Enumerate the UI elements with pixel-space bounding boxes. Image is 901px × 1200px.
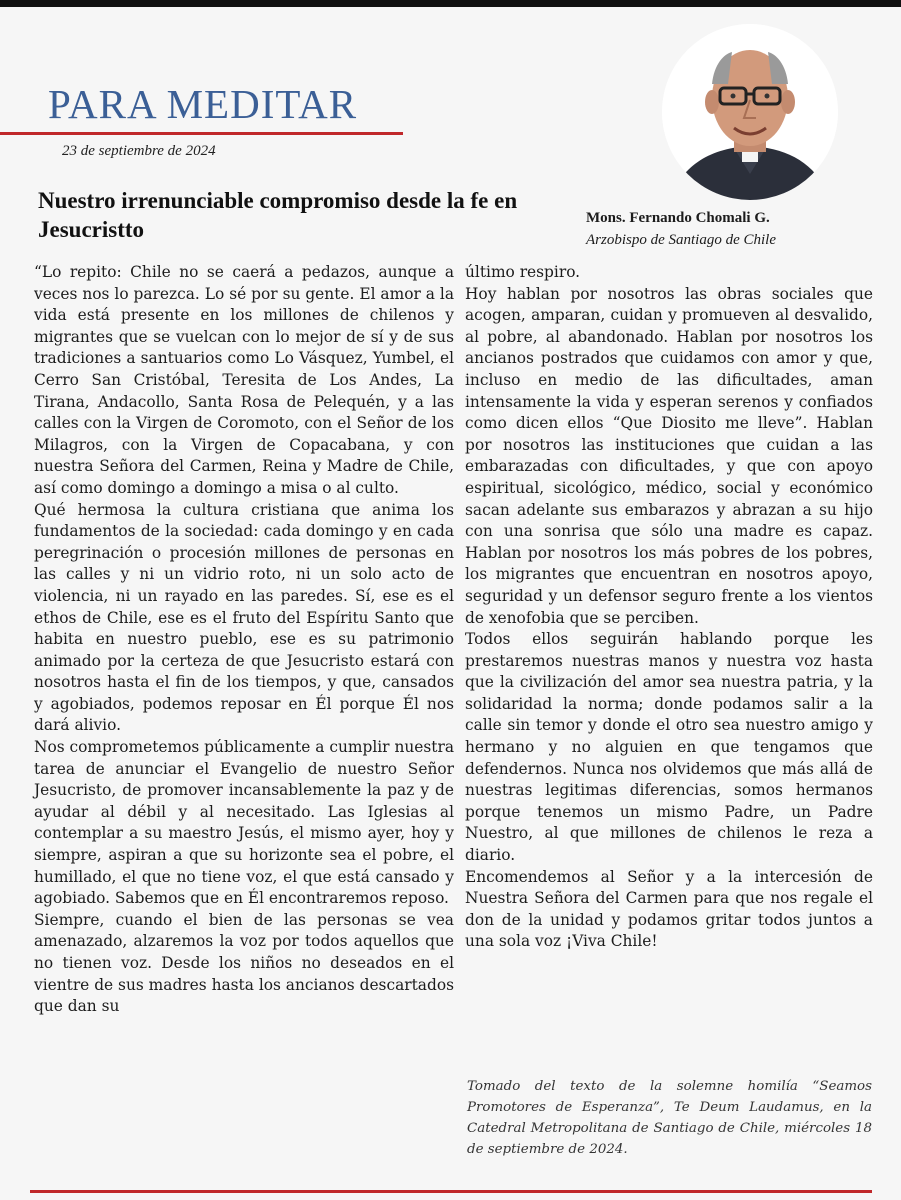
top-border xyxy=(0,0,901,7)
paragraph: Encomendemos al Señor y a la intercesión de Nuestra Señora del Carmen para que nos regale el don de la unidad y podamos gritar todos juntos a una sola voz ¡Viva Chile! xyxy=(465,867,873,951)
paragraph: último respiro. xyxy=(465,263,581,281)
source-credit: Tomado del texto de la solemne homilía “Seamos Promotores de Esperanza”, Te Deum Laudamus, en la Catedral Metropolitana de Santiago de Chile, miércoles 18 de septiembre de 2024. xyxy=(467,1079,872,1157)
paragraph: Siempre, cuando el bien de las personas se vea amenazado, alzaremos la voz por todos aquellos que no tienen voz. Desde los niños no deseados en el vientre de sus madres hasta los ancianos descartados que dan su xyxy=(34,910,454,1016)
paragraph: Qué hermosa la cultura cristiana que anima los fundamentos de la sociedad: cada domingo y en cada peregrinación o procesión millones de personas en las calles y ni un vidrio roto, ni un solo acto de violencia, ni un rayado en las paredes. Sí, ese es el ethos de Chile, ese es el fruto del Espíritu Santo que habita en nuestro pueblo, ese es su patrimonio animado por la certeza de que Jesucristo estará con nosotros hasta el fin de los tiempos, y que, cansados y agobiados, podemos reposar en Él porque Él nos dará alivio. xyxy=(34,500,454,735)
header-divider xyxy=(0,132,403,135)
author-role: Arzobispo de Santiago de Chile xyxy=(586,232,776,248)
footer-divider xyxy=(30,1190,872,1193)
article-column-left xyxy=(34,262,454,1018)
author-name: Mons. Fernando Chomali G. xyxy=(586,210,770,226)
author-portrait-illustration xyxy=(662,24,838,200)
publication-date: 23 de septiembre de 2024 xyxy=(62,143,216,159)
article-column-right xyxy=(465,262,873,953)
article-title: Nuestro irrenunciable compromiso desde la fe en Jesucristto xyxy=(38,188,518,242)
paragraph: “Lo repito: Chile no se caerá a pedazos, aunque a veces nos lo parezca. Lo sé por su gente. El amor a la vida está presente en los millones de chilenos y migrantes que se vuelcan con lo mejor de sí y de sus tradiciones a santuarios como Lo Vásquez, Yumbel, el Cerro San Cristóbal, Teresita de Los Andes, La Tirana, Andacollo, Santa Rosa de Pelequén, y a las calles con la Virgen de Coromoto, con el Señor de los Milagros, con la Virgen de Copacabana, y con nuestra Señora del Carmen, Reina y Madre de Chile, así como domingo a domingo a misa o al culto. xyxy=(34,263,454,497)
paragraph: Todos ellos seguirán hablando porque les prestaremos nuestras manos y nuestra voz hasta que la civilización del amor sea nuestra patria, y la solidaridad la norma; donde podamos salir a la calle sin temor y donde el otro sea nuestro amigo y hermano y no alguien en que tengamos que defendernos. Nunca nos olvidemos que más allá de nuestras legitimas diferencias, somos hermanos porque tenemos un mismo Padre, un Padre Nuestro, al que millones de chilenos le reza a diario. xyxy=(465,630,873,865)
paragraph: Nos comprometemos públicamente a cumplir nuestra tarea de anunciar el Evangelio de nuestro Señor Jesucristo, de promover incansablemente la paz y de ayudar al débil y al necesitado. Las Iglesias al contemplar a su maestro Jesús, el mismo ayer, hoy y siempre, aspiran a que su horizonte sea el pobre, el humillado, el que no tiene voz, el que está cansado y agobiado. Sabemos que en Él encontraremos reposo. xyxy=(34,738,454,908)
section-title: PARA MEDITAR xyxy=(48,81,358,127)
author-portrait xyxy=(662,24,838,200)
paragraph: Hoy hablan por nosotros las obras sociales que acogen, amparan, cuidan y promueven al desvalido, al pobre, al abandonado. Hablan por nosotros los ancianos postrados que cuidamos con amor y que, incluso en medio de las dificultades, aman intensamente la vida y esperan serenos y confiados como dicen ellos “Que Diosito me lleve”. Hablan por nosotros las instituciones que cuidan a las embarazadas con dificultades, y que con apoyo espiritual, sicológico, médico, social y económico sacan adelante sus embarazos y abrazan a su hijo con una sonrisa que sólo una madre es capaz. Hablan por nosotros los más pobres de los pobres, los migrantes que encuentran en nosotros apoyo, seguridad y un defensor seguro frente a los vientos de xenofobia que se perciben. xyxy=(465,284,873,627)
